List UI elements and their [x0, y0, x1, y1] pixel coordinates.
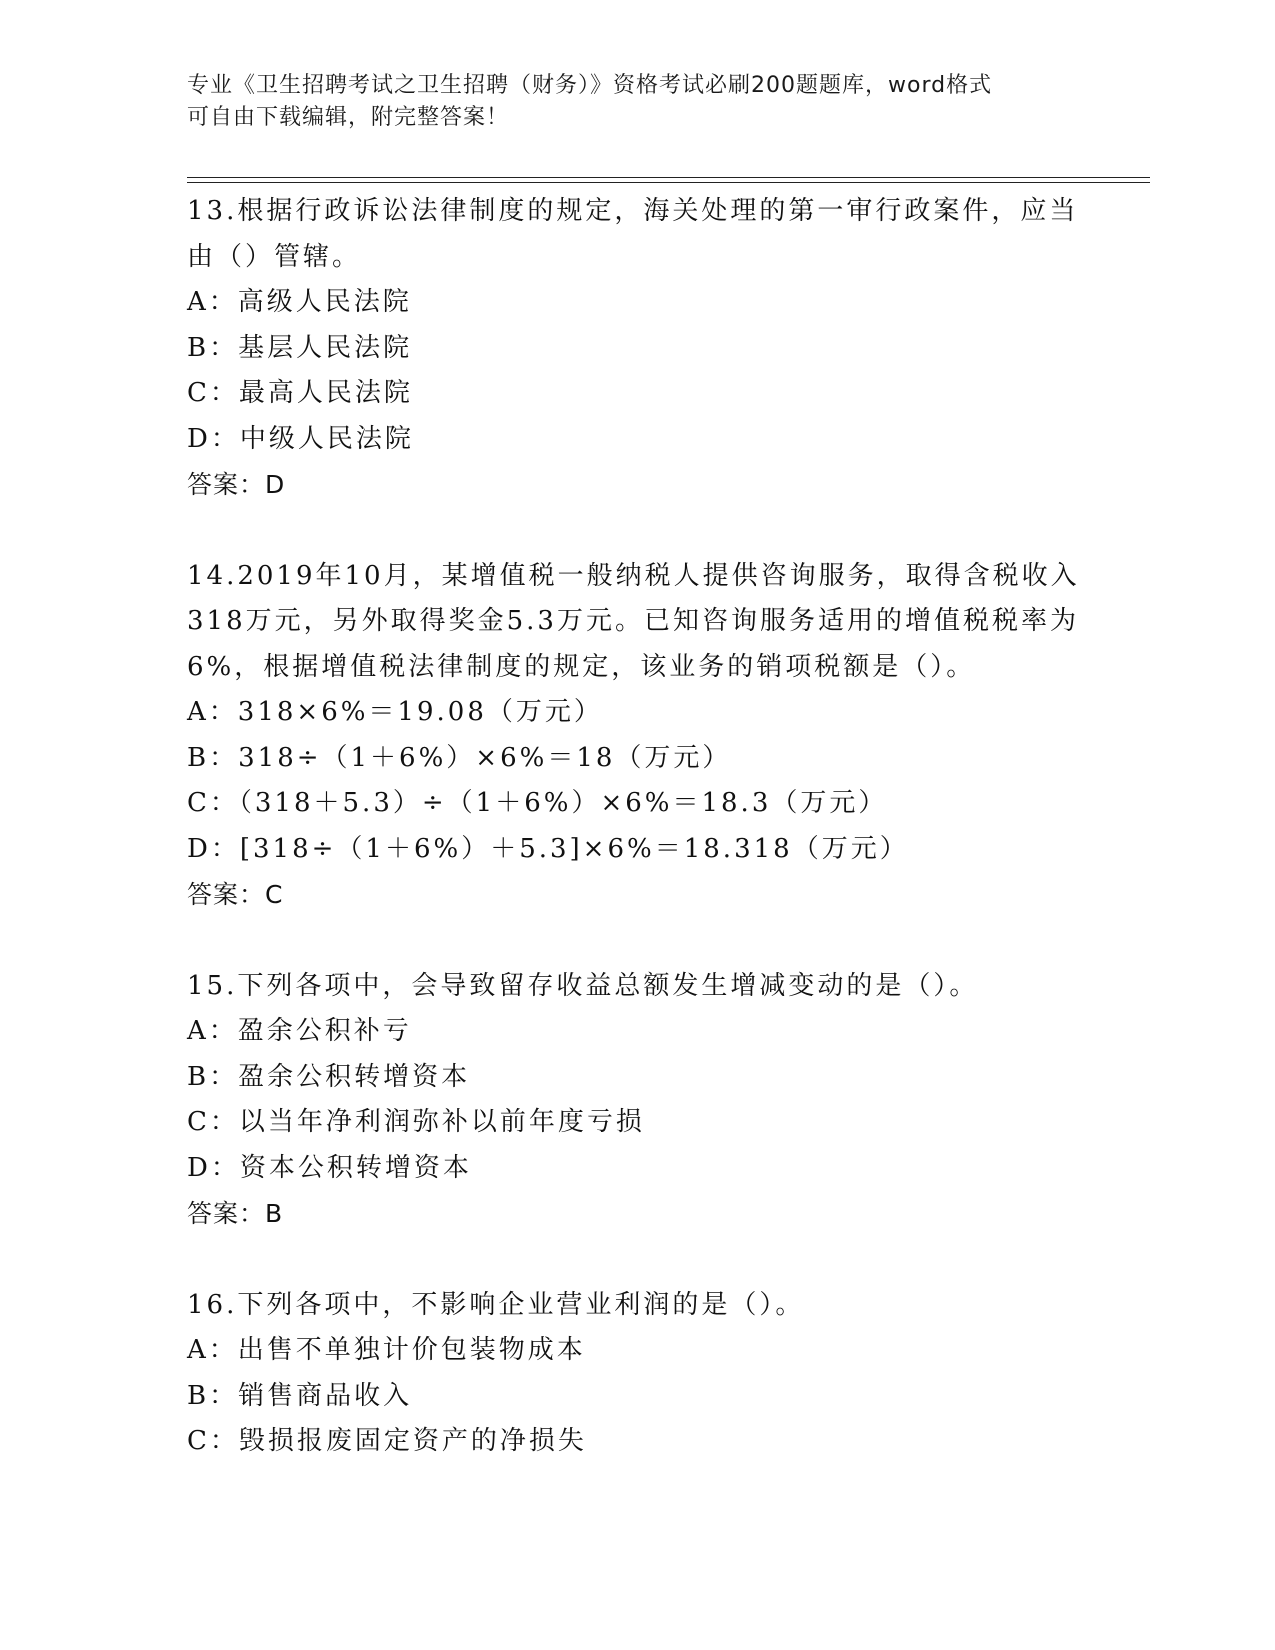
answer-line: 答案：D: [187, 470, 286, 499]
option-c: C：毁损报废固定资产的净损失: [187, 1426, 587, 1456]
option-c: C：以当年净利润弥补以前年度亏损: [187, 1107, 645, 1137]
option-a: A：出售不单独计价包装物成本: [187, 1335, 586, 1365]
option-a: A：高级人民法院: [187, 287, 412, 317]
question-15: [187, 964, 1087, 1237]
option-d: D：资本公积转增资本: [187, 1152, 472, 1183]
option-c: C：最高人民法院: [187, 378, 413, 408]
option-a: A：318×6%＝19.08（万元）: [187, 697, 603, 727]
document-header: [187, 70, 1087, 134]
question-stem-line: 318万元，另外取得奖金5.3万元。已知咨询服务适用的增值税税率为: [187, 606, 1079, 636]
question-list: [187, 189, 1087, 1511]
header-divider-bottom: [187, 182, 1150, 183]
header-line-2: 可自由下载编辑，附完整答案！: [187, 105, 510, 130]
header-line-1: 专业《卫生招聘考试之卫生招聘（财务）》资格考试必刷200题题库，word格式: [187, 73, 993, 98]
question-16: [187, 1283, 1087, 1465]
option-b: B：318÷（1＋6%）×6%＝18（万元）: [187, 742, 732, 773]
option-d: D：[318÷（1＋6%）＋5.3]×6%＝18.318（万元）: [187, 833, 909, 864]
option-d: D：中级人民法院: [187, 423, 414, 454]
question-stem-line: 由（）管辖。: [187, 241, 362, 272]
question-stem-line: 16.下列各项中，不影响企业营业利润的是（）。: [187, 1289, 805, 1320]
answer-line: 答案：B: [187, 1199, 284, 1228]
question-13: [187, 189, 1087, 508]
question-stem-line: 14.2019年10月，某增值税一般纳税人提供咨询服务，取得含税收入: [187, 560, 1080, 591]
header-divider-top: [187, 177, 1150, 178]
answer-line: 答案：C: [187, 880, 284, 909]
question-stem-line: 6%，根据增值税法律制度的规定，该业务的销项税额是（）。: [187, 651, 976, 682]
option-a: A：盈余公积补亏: [187, 1016, 412, 1046]
option-c: C：（318＋5.3）÷（1＋6%）×6%＝18.3（万元）: [187, 788, 888, 818]
option-b: B：盈余公积转增资本: [187, 1061, 471, 1092]
question-stem-line: 15.下列各项中，会导致留存收益总额发生增减变动的是（）。: [187, 970, 979, 1001]
option-b: B：基层人民法院: [187, 332, 413, 363]
option-b: B：销售商品收入: [187, 1380, 413, 1411]
question-stem-line: 13.根据行政诉讼法律制度的规定，海关处理的第一审行政案件，应当: [187, 196, 1079, 226]
question-14: [187, 554, 1087, 918]
